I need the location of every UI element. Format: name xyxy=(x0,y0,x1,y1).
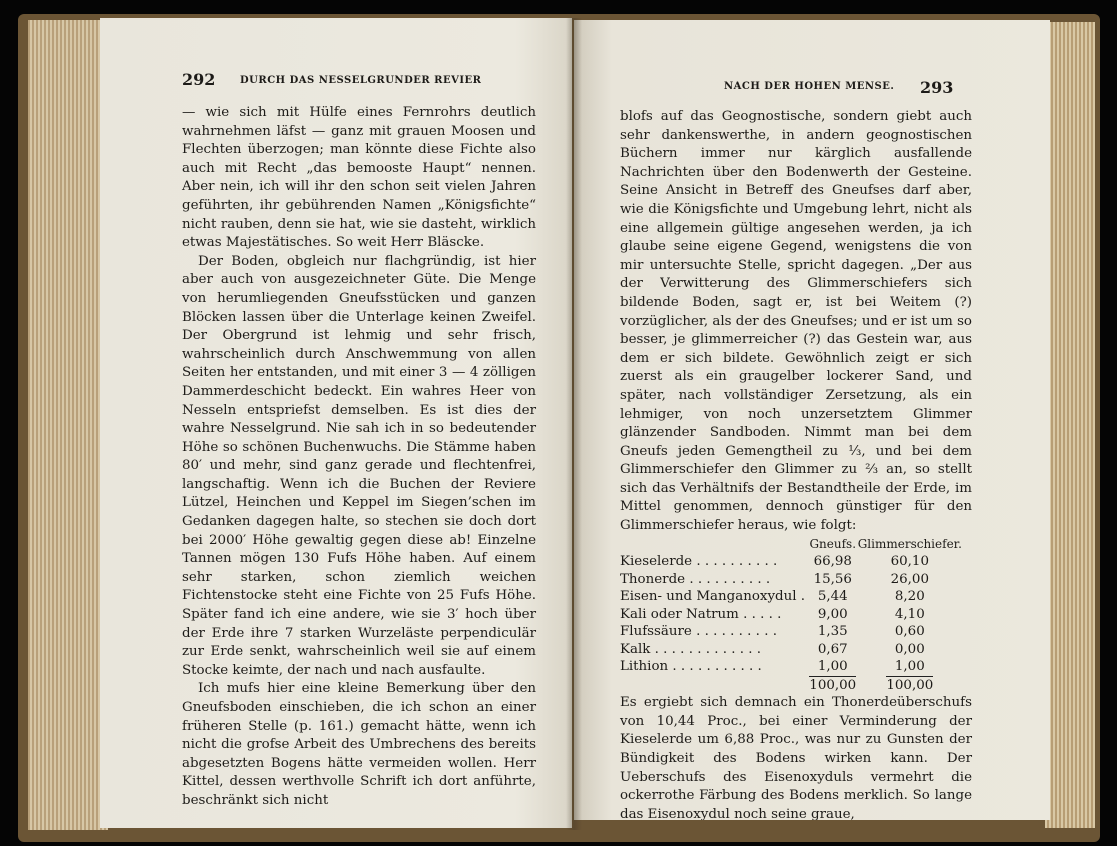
left-running-head: DURCH DAS NESSELGRUNDER REVIER xyxy=(240,75,482,86)
left-paragraph-3: Ich mufs hier eine kleine Bemerkung über den Gneufsboden einschieben, die ich schon an einer früheren Stelle (p. 161.) gemacht hätte, wenn ich nicht die grofse Arbeit des Umbrechens des bereits abgesetzten Bogens hätte vermeiden wollen. Herr Kittel, dessen werthvolle Schrift ich dort anführte, beschränkt sich nicht xyxy=(182,681,536,808)
row-label: Flufssäure . . . . . . . . . . xyxy=(620,624,777,640)
left-paragraph-2: Der Boden, obgleich nur flachgründig, ist hier aber auch von ausgezeichneter Güte. Die Menge von herumliegenden Gneufsstücken und ganzen Blöcken lassen über die Unterlage keinen Zweifel. Der Obergrund ist lehmig und sehr frisch, wahrscheinlich durch Anschwemmung von allen Seiten her entstanden, und mit einer 3 — 4 zölligen Dammerdeschicht bedeckt. Ein wahres Heer von Nesseln entspriefst demselben. Es ist dies der wahre Nesselgrund. Nie sah ich in so bedeutender Höhe so schönen Buchenwuchs. Die Stämme haben 80′ und mehr, sind ganz gerade und flechtenfrei, langschaftig. Wenn ich die Buchen der Reviere Lützel, Heinchen und Keppel im Siegen’schen im Gedanken dagegen halte, so stechen sie doch dort bei 2000′ Höhe gewaltig gegen diese ab! Einzelne Tannen mögen 130 Fufs Höhe haben. Auf einem sehr starken, schon ziemlich weichen Fichtenstocke steht eine Fichte von 25 Fufs Höhe. Später fand ich eine andere, wie sie 3′ hoch über der Erde ihre 7 starken Wurzeläste perpendiculär zur Erde senkt, wahrscheinlich weil sie auf einem Stocke keimte, der nach und nach ausfaulte. xyxy=(182,253,536,678)
table-total-row xyxy=(620,676,963,695)
gneuss-total: 100,00 xyxy=(809,677,857,693)
row-label: Lithion . . . . . . . . . . . xyxy=(620,659,762,675)
col-header-glimmer: Glimmerschiefer. xyxy=(857,536,962,551)
glimmer-total: 100,00 xyxy=(886,677,934,693)
right-page-number: 293 xyxy=(920,78,954,97)
table-row xyxy=(620,641,963,659)
left-page-number: 292 xyxy=(182,70,216,89)
gneuss-value: 1,35 xyxy=(817,624,848,640)
table-header-row xyxy=(620,536,963,554)
right-text-block xyxy=(620,108,972,820)
row-label: Eisen- und Manganoxydul . xyxy=(620,589,806,605)
row-label: Kali oder Natrum . . . . . xyxy=(620,606,782,622)
glimmer-value: 26,00 xyxy=(890,571,929,587)
right-running-head: NACH DER HOHEN MENSE. xyxy=(724,81,895,92)
right-page-edges xyxy=(1045,22,1095,828)
right-paragraph-1: blofs auf das Geognostische, sondern giebt auch sehr dankenswerthe, in andern geognostischen Büchern immer nur kärglich ausfallende Nachrichten über den Bodenwerth der Gesteine. Seine Ansicht in Betreff des Gneufses darf aber, wie die Königsfichte und Umgebung lehrt, nicht als eine allgemein gültige angesehen werden, ja ich glaube seine eigene Gegend, wenigstens die von mir untersuchte Stelle, spricht dagegen. „Der aus der Verwitterung des Glimmerschiefers sich bildende Boden, sagt er, ist bei Weitem (?) vorzüglicher, als der des Gneufses; und er ist um so besser, je glimmerreicher (?) das Gestein war, aus dem er sich bildete. Gewöhnlich zeigt er sich zuerst als ein graugelber lockerer Sand, und später, nach vollständiger Zersetzung, als ein lehmiger, von noch unzersetztem Glimmer glänzender Sandboden. Nimmt man bei dem Gneufs jeden Gemengtheil zu ⅓, und bei dem Glimmerschiefer den Glimmer zu ⅔ an, so stellt sich das Verhältnifs der Bestandtheile der Erde, im Mittel genommen, dennoch günstiger für den Glimmerschiefer heraus, wie folgt: xyxy=(620,109,972,534)
glimmer-value: 60,10 xyxy=(890,554,929,570)
row-label: Kieselerde . . . . . . . . . . xyxy=(620,554,778,570)
left-page-edges xyxy=(28,20,108,830)
table-row xyxy=(620,571,963,589)
row-label: Kalk . . . . . . . . . . . . . xyxy=(620,641,762,657)
gneuss-value: 5,44 xyxy=(817,589,848,605)
mineral-composition-table xyxy=(620,536,963,695)
book-gutter xyxy=(566,18,582,830)
row-label: Thonerde . . . . . . . . . . xyxy=(620,571,771,587)
table-row xyxy=(620,553,963,571)
gneuss-value: 9,00 xyxy=(817,606,848,622)
col-header-gneuss: Gneufs. xyxy=(809,536,857,551)
table-row xyxy=(620,623,963,641)
left-page xyxy=(100,18,572,828)
gneuss-value: 0,67 xyxy=(817,641,848,657)
gneuss-value: 1,00 xyxy=(817,659,848,675)
table-row xyxy=(620,588,963,606)
table-row xyxy=(620,606,963,624)
right-paragraph-2: Es ergiebt sich demnach ein Thonerdeüberschufs von 10,44 Proc., bei einer Verminderung der Kieselerde um 6,88 Proc., was nur zu Gunsten der Bündigkeit des Bodens wirken kann. Der Ueberschufs des Eisenoxyduls vermehrt die ockerrothe Färbung des Bodens merklich. So lange das Eisenoxydul noch seine graue, xyxy=(620,695,972,820)
glimmer-value: 4,10 xyxy=(894,606,925,622)
gneuss-value: 66,98 xyxy=(813,554,852,570)
table-row xyxy=(620,658,963,676)
left-paragraph-1: — wie sich mit Hülfe eines Fernrohrs deutlich wahrnehmen läfst — ganz mit grauen Moosen und Flechten überzogen; man könnte diese Fichte also auch mit Recht „das bemooste Haupt“ nennen. Aber nein, ich will ihr den schon seit vielen Jahren geführten, ihr gebührenden Namen „Königsfichte“ nicht rauben, denn sie hat, wie sie dasteht, wirklich etwas Majestätisches. So weit Herr Bläscke. xyxy=(182,105,536,251)
glimmer-value: 0,60 xyxy=(894,624,925,640)
right-page xyxy=(574,20,1050,820)
glimmer-value: 1,00 xyxy=(894,659,925,675)
glimmer-value: 8,20 xyxy=(894,589,925,605)
left-text-block xyxy=(182,104,536,811)
gneuss-value: 15,56 xyxy=(813,571,852,587)
glimmer-value: 0,00 xyxy=(894,641,925,657)
